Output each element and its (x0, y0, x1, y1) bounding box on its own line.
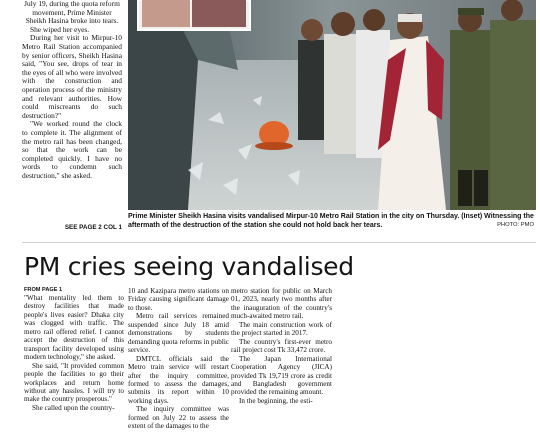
article-paragraph: She called upon the country- (32, 403, 115, 412)
article-paragraph: She said, "It provided common people the facilities to go their workplaces and return home without any hassles. I will try to make the country prosperous." (24, 361, 124, 404)
article-paragraph: 10 and Kazipara metro stations on Friday causing significant damage to those. (128, 287, 229, 312)
article-column-1 (24, 287, 124, 440)
article-paragraph: The main construction work of the project started in 2017. (231, 320, 332, 338)
photo-credit: PHOTO: PMO (497, 222, 534, 228)
article-paragraph: In the beginning, the esti- (239, 396, 313, 405)
article-paragraph: The country's first-ever metro rail project cost Tk 33,472 crore. (231, 337, 332, 355)
article-kicker: FROM PAGE 1 (24, 287, 63, 293)
article-column-2 (128, 287, 229, 440)
article-paragraph: DMTCL officials said the Metro train service will restart after the inquiry committee, formed to assess the damages, submits its report within 10 working days. (128, 354, 229, 405)
left-paragraph: She wiped her eyes. (30, 24, 90, 34)
article-column-3 (231, 287, 332, 440)
article-paragraph: The Japan International Cooperation Agency (JICA) provided Tk 19,719 crore as credit and Bangladesh government provided the remaining amount. (231, 354, 332, 397)
article-paragraph: "What mentality led them to destroy facilities that made people's lives easier? Dhaka city was clogged with traffic. The metro rail offered relief. I cannot accept the destruction of this transport facility developed using modern technology," she asked. (24, 294, 124, 362)
station-scene-image (128, 0, 536, 210)
article-paragraph: The inquiry committee was formed on July 22 to assess the extent of the damages to the (128, 405, 229, 431)
previous-story-column (22, 0, 122, 234)
article-paragraph: metro station for public on March 01, 2023, nearly two months after the inauguration of the country's much-awaited metro rail. (231, 287, 332, 321)
news-photo (128, 0, 536, 210)
photo-caption: Prime Minister Sheikh Hasina visits vandalised Mirpur-10 Metro Rail Station in the city on Thursday. (Inset) Witnessing the aftermath of the destruction of the station she could not hold back her tears. (128, 213, 534, 229)
section-divider (22, 242, 536, 243)
left-paragraph: "We worked round the clock to complete it. The alignment of the metro rail has been changed, so that the work can be completed quickly. I have no words to condemn such destruction," she asked. (22, 119, 122, 180)
article-paragraph: Metro rail services remained suspended since July 18 amid demonstrations by students demanding quota reforms in public service. (128, 312, 229, 355)
left-paragraph: July 19, during the quota reform movement, Prime Minister Sheikh Hasina broke into tears. (24, 0, 120, 26)
article-headline: PM cries seeing vandalised (24, 252, 354, 281)
left-paragraph: During her visit to Mirpur-10 Metro Rail Station accompanied by senior officers, Sheikh Hasina said, "You see, drops of tear in the eyes of all who were involved with the construction and operation process of the ministry and relevant authorities. How could miscreants do such destruction?" (22, 33, 122, 120)
continuation-note: SEE PAGE 2 COL 1 (64, 224, 122, 231)
